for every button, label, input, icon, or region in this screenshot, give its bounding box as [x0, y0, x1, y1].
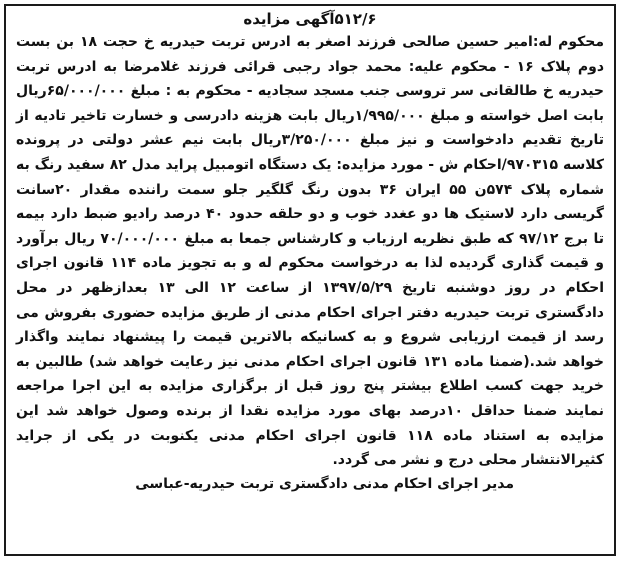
- auction-notice: [4, 4, 616, 556]
- notice-signature: مدیر اجرای احکام مدنی دادگستری تربت حیدریه-عباسی: [135, 475, 514, 492]
- notice-body: محکوم له:امیر حسین صالحی فرزند اصغر به ادرس تربت حیدریه خ حجت ۱۸ بن بست دوم پلاک ۱۶ - محکوم علیه: محمد جواد رجبی قرائی فرزند غلامرضا به ادرس تربت حیدریه خ طالقانی سر تروسی جنب مسجد سجادیه - محکوم به : مبلغ ۶۵/۰۰۰/۰۰۰ریال بابت اصل خواسته و مبلغ ۱/۹۹۵/۰۰۰ریال بابت هزینه دادرسی و خسارت تاخیر تادیه از تاریخ تقدیم دادخواست و نیز مبلغ ۳/۲۵۰/۰۰۰ریال بابت نیم عشر دولتی در پرونده کلاسه ۹۷۰۳۱۵/احکام ش - مورد مزایده: یک دستگاه اتومبیل پراید مدل ۸۲ سفید رنگ به شماره پلاک ۵۷۴ن ۵۵ ایران ۳۶ بدون رنگ گلگیر جلو سمت راننده مقدار ۲۰سانت گریسی دارد لاستیک ها دو عغدد خوب و دو حلقه حدود ۴۰ درصد رادیو ضبط دارد بیمه تا برج ۹۷/۱۲ که طبق نظریه ارزیاب و کارشناس جمعا به مبلغ ۷۰/۰۰۰/۰۰۰ ریال برآورد و قیمت گذاری گردیده لذا به درخواست محکوم له و به تجویز ماده ۱۱۴ قانون اجرای احکام در روز دوشنبه تاریخ ۱۳۹۷/۵/۲۹ از ساعت ۱۲ الی ۱۳ بعدازظهر در محل دادگستری تربت حیدریه دفتر اجرای احکام مدنی از طریق مزایده حضوری بفروش می رسد از قیمت ارزیابی شروع و به کسانیکه بالاترین قیمت را پیشنهاد نمایند واگذار خواهد شد.(ضمنا ماده ۱۳۱ قانون اجرای احکام مدنی نیز رعایت خواهد شد) طالبین به خرید جهت کسب اطلاع بیشتر پنج روز قبل از برگزاری مزایده به این اجرا مراجعه نمایند ضمنا حداقل ۱۰درصد بهای مورد مزایده نقدا از برنده وصول خواهد شد این مزایده به استناد ماده ۱۱۸ قانون اجرای احکام مدنی یکنوبت در یکی از جراید کثیرالانتشار محلی درج و نشر می گردد.: [16, 34, 605, 469]
- notice-title: ۵۱۲/۶آگهی مزایده: [243, 10, 377, 28]
